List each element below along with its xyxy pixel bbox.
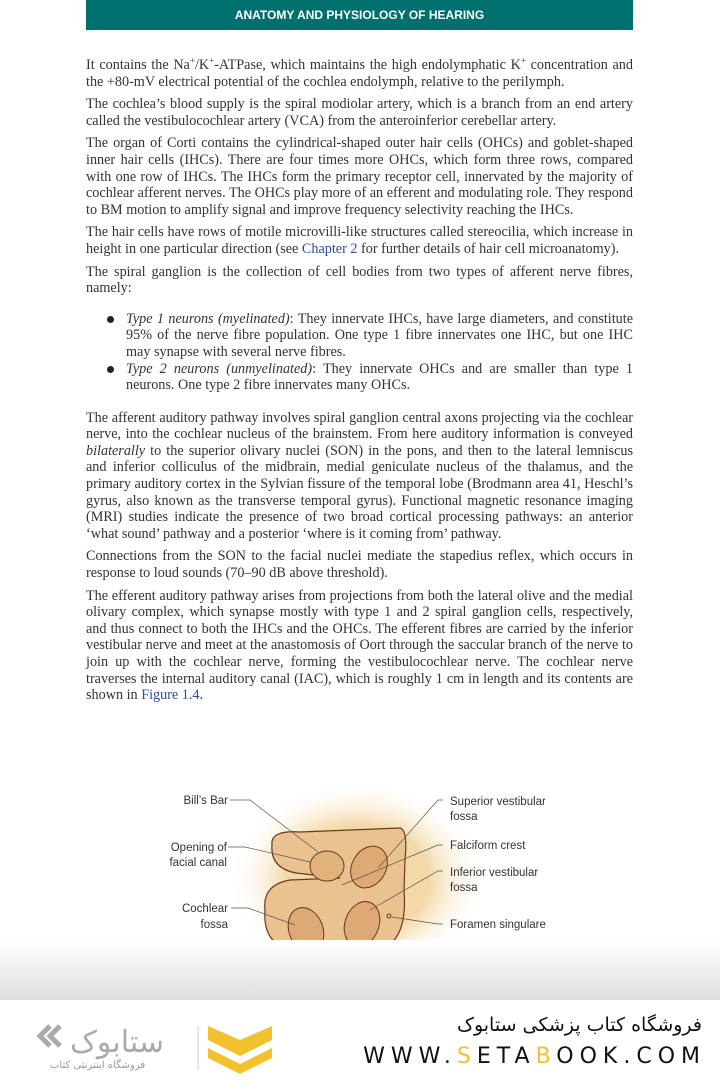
label-falciform-crest: Falciform crest (450, 840, 526, 852)
svg-text:ستابوک: ستابوک (70, 1025, 165, 1060)
running-header (86, 0, 633, 30)
paragraph: The afferent auditory pathway involves spiral ganglion central axons projecting via the cochlear nerve, into the cochlear nucleus of the brainstem. From here auditory information is conveyed bilaterally to the superior olivary nuclei (SON) in the pons, and then to the lateral lemniscus and inferior colliculus of the midbrain, medial geniculate nucleus of the thalamus, and the primary auditory cortex in the Sylvian fissure of the temporal lobe (Brodmann area 41, Heschl’s gyrus, also known as the transverse temporal gyrus). Functional magnetic resonance imaging (MRI) studies indicate the presence of two broad cortical processing pathways: an anterior ‘what sound’ pathway and a posterior ‘where is it coming from’ pathway. (86, 409, 633, 542)
label-superior-vestibular: Superior vestibular (450, 796, 546, 808)
label-opening: Opening of (170, 842, 227, 854)
header-title: ANATOMY AND PHYSIOLOGY OF HEARING (234, 8, 485, 22)
paragraph: The hair cells have rows of motile microvilli-like structures called stereocilia, which increase in height in one particular direction (see Chapter 2 for further details of hair cell microanatomy). (86, 224, 633, 257)
bullet-list (86, 311, 633, 394)
label-cochlear-fossa: Cochlear (181, 903, 228, 915)
paragraph: Connections from the SON to the facial nuclei mediate the stapedius reflex, which occurs in response to loud sounds (70–90 dB above threshold). (86, 548, 633, 582)
paragraph: The spiral ganglion is the collection of cell bodies from two types of afferent nerve fibres, namely: (86, 263, 633, 297)
figure-1-4-link[interactable]: Figure 1.4 (141, 687, 200, 704)
list-item: Type 2 neurons (unmyelinated): They innervate OHCs and are smaller than type 1 neurons. One type 2 fibre innervates many OHCs. (126, 360, 634, 394)
list-item: Type 1 neurons (myelinated): They innervate IHCs, have large diameters, and constitute 95% of the nerve fibre population. One type 1 fibre innervates one IHC, but one IHC may synapse with several nerve fibres. (126, 310, 634, 360)
label-bills-bar: Bill’s Bar (183, 795, 228, 807)
svg-text:facial canal: facial canal (169, 857, 227, 869)
svg-text:fossa: fossa (450, 811, 478, 823)
paragraph: The organ of Corti contains the cylindrical-shaped outer hair cells (OHCs) and goblet-shaped inner hair cells (IHCs). There are four times more OHCs, which form three rows, compared with one row of IHCs. The IHCs form the primary receptor cell, innervated by the majority of cochlear afferent nerves. The OHCs play more of an efferent and modulating role. They respond to BM motion to amplify signal and improve frequency selectivity reaching the IHCs. (86, 135, 633, 218)
paragraph: The cochlea’s blood supply is the spiral modiolar artery, which is a branch from an end artery called the vestibulocochlear artery (VCA) from the anteroinferior cerebellar artery. (86, 96, 633, 129)
store-name: فروشگاه کتاب پزشکی ستابوک (456, 1014, 702, 1036)
paragraph: It contains the Na+/K+-ATPase, which maintains the high endolymphatic K+ concentration and the +80-mV electrical potential of the cochlea endolymph, relative to the perilymph. (86, 55, 633, 90)
chapter-2-link[interactable]: Chapter 2 (301, 240, 358, 257)
footer-banner (0, 1000, 720, 1080)
store-url[interactable]: WWW.SETABOOK.COM (363, 1044, 706, 1069)
svg-text:fossa: fossa (450, 882, 478, 894)
page-edge-shadow (0, 940, 720, 1002)
svg-text:fossa: fossa (200, 919, 228, 931)
logo-subtitle: فروشگاه اینترنتی کتاب (50, 1060, 146, 1071)
label-foramen-singulare: Foramen singulare (450, 919, 546, 931)
body-text (86, 57, 633, 710)
label-inferior-vestibular: Inferior vestibular (450, 867, 539, 879)
paragraph: The efferent auditory pathway arises from projections from both the lateral olive and the medial olivary complex, which synapse mostly with type 1 and 2 spiral ganglion cells, respectively, and thus connect to both the IHCs and the OHCs. The efferent fibres are carried by the inferior vestibular nerve and meet at the anastomosis of Oort through the saccular branch of the nerve to join up with the cochlear nerve, forming the vestibulocochlear nerve. The cochlear nerve traverses the internal auditory canal (IAC), which is roughly 1 cm in length and its contents are shown in Figure 1.4. (86, 587, 633, 704)
